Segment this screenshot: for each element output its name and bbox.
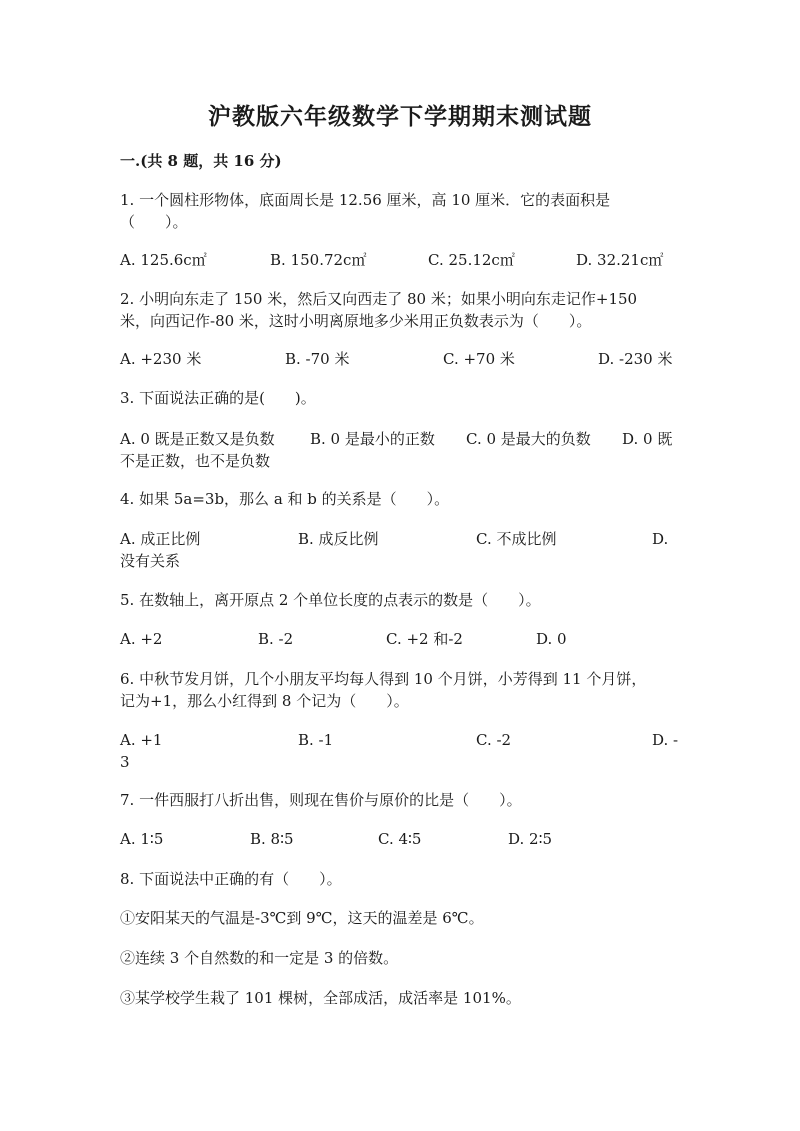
q1-option-b: B. 150.72c㎡ — [270, 251, 367, 269]
question-2-text: 2. 小明向东走了 150 米，然后又向西走了 80 米；如果小明向东走记作+150 — [120, 290, 638, 308]
question-3-text: 3. 下面说法正确的是( )。 — [120, 389, 316, 407]
q5-option-a: A. +2 — [120, 630, 163, 648]
q5-option-c: C. +2 和-2 — [386, 630, 463, 648]
q7-option-a: A. 1∶5 — [120, 830, 164, 848]
q5-option-b: B. -2 — [258, 630, 294, 648]
q3-option-a: A. 0 既是正数又是负数 — [120, 430, 275, 448]
q7-option-b: B. 8∶5 — [250, 830, 294, 848]
question-2-text-cont: 米，向西记作-80 米，这时小明离原地多少米用正负数表示为（ ）。 — [120, 312, 592, 330]
q3-option-c: C. 0 是最大的负数 — [466, 430, 591, 448]
page-title: 沪教版六年级数学下学期期末测试题 — [208, 103, 592, 130]
q4-option-c: C. 不成比例 — [476, 530, 557, 548]
q1-option-d: D. 32.21c㎡ — [576, 251, 664, 269]
q4-option-b: B. 成反比例 — [298, 530, 379, 548]
q4-option-d-cont: 没有关系 — [120, 552, 181, 570]
q3-option-d: D. 0 既 — [622, 430, 673, 448]
q3-option-b: B. 0 是最小的正数 — [310, 430, 435, 448]
q4-option-a: A. 成正比例 — [120, 530, 201, 548]
q6-option-c: C. -2 — [476, 731, 512, 749]
question-7-text: 7. 一件西服打八折出售，则现在售价与原价的比是（ ）。 — [120, 791, 522, 809]
q6-option-b: B. -1 — [298, 731, 334, 749]
question-1-text-cont: （ ）。 — [120, 213, 188, 231]
q6-option-d: D. - — [652, 731, 679, 749]
q6-option-d-cont: 3 — [120, 753, 130, 771]
question-6-text: 6. 中秋节发月饼，几个小朋友平均每人得到 10 个月饼，小芳得到 11 个月饼， — [120, 670, 647, 688]
section-heading: 一.(共 8 题，共 16 分) — [120, 152, 282, 170]
q7-option-d: D. 2∶5 — [508, 830, 553, 848]
question-1-text: 1. 一个圆柱形物体，底面周长是 12.56 厘米，高 10 厘米．它的表面积是 — [120, 191, 611, 209]
q4-option-d: D. — [652, 530, 669, 548]
q8-statement-2: ②连续 3 个自然数的和一定是 3 的倍数。 — [120, 949, 399, 967]
q5-option-d: D. 0 — [536, 630, 567, 648]
q1-option-c: C. 25.12c㎡ — [428, 251, 515, 269]
q2-option-b: B. -70 米 — [285, 350, 350, 368]
q7-option-c: C. 4∶5 — [378, 830, 422, 848]
q6-option-a: A. +1 — [120, 731, 163, 749]
q8-statement-3: ③某学校学生栽了 101 棵树，全部成活，成活率是 101%。 — [120, 989, 521, 1007]
question-4-text: 4. 如果 5a=3b，那么 a 和 b 的关系是（ ）。 — [120, 490, 450, 508]
question-5-text: 5. 在数轴上，离开原点 2 个单位长度的点表示的数是（ ）。 — [120, 591, 541, 609]
q2-option-a: A. +230 米 — [120, 350, 202, 368]
q8-statement-1: ①安阳某天的气温是-3℃到 9℃，这天的温差是 6℃。 — [120, 909, 484, 927]
question-8-text: 8. 下面说法中正确的有（ ）。 — [120, 870, 342, 888]
q3-option-d-cont: 不是正数，也不是负数 — [120, 452, 271, 470]
q2-option-c: C. +70 米 — [443, 350, 515, 368]
q1-option-a: A. 125.6c㎡ — [120, 251, 207, 269]
q2-option-d: D. -230 米 — [598, 350, 673, 368]
question-6-text-cont: 记为+1，那么小红得到 8 个记为（ ）。 — [120, 692, 409, 710]
